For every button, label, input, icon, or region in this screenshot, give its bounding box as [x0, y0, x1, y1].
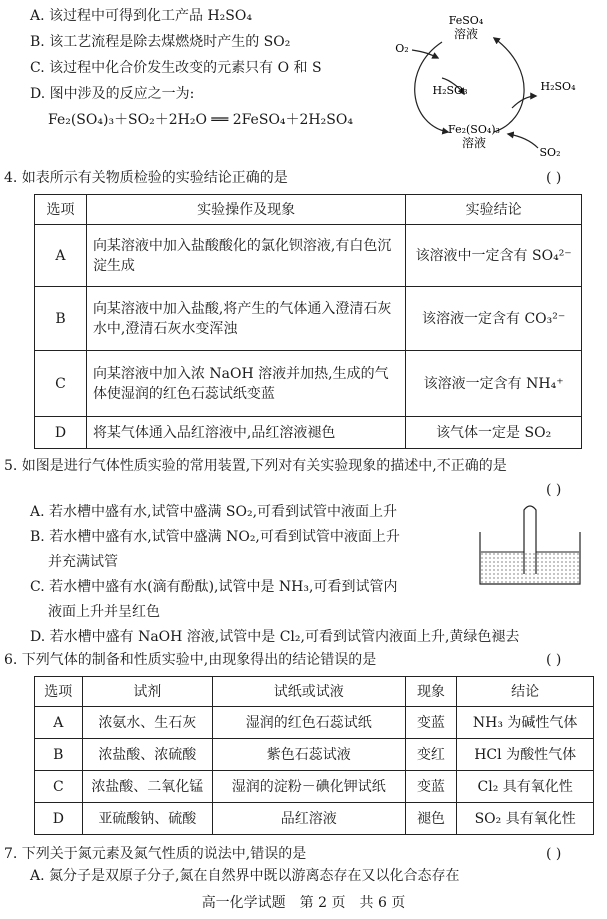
q6-table	[34, 676, 594, 835]
table-row: C 向某溶液中加入浓 NaOH 溶液并加热,生成的气体使湿润的红色石蕊试纸变蓝 该溶液一定含有 NH₄⁺	[35, 351, 582, 417]
q6-header-reagent: 试剂	[82, 677, 212, 707]
q6-header-phenomenon: 现象	[405, 677, 457, 707]
q7-answer-bracket: ( )	[546, 846, 562, 862]
q4-header-operation: 实验操作及现象	[86, 195, 405, 225]
q6-header-paper: 试纸或试液	[213, 677, 406, 707]
q6-stem: 6. 下列气体的制备和性质实验中,由现象得出的结论错误的是	[4, 652, 377, 668]
label-so2: SO₂	[539, 146, 561, 159]
q3-option-d: D. 图中涉及的反应之一为:	[30, 86, 195, 102]
q4-answer-bracket: ( )	[546, 170, 562, 186]
q6-header-option: 选项	[35, 677, 83, 707]
table-row: B 浓盐酸、浓硫酸 紫色石蕊试液 变红 HCl 为酸性气体	[35, 739, 594, 771]
o2-arrow	[412, 50, 438, 58]
q5-option-b-line1: B. 若水槽中盛有水,试管中盛满 NO₂,可看到试管中液面上升	[30, 529, 400, 545]
q4-stem: 4. 如表所示有关物质检验的实验结论正确的是	[4, 170, 288, 186]
q5-option-c-line2: 液面上升并呈红色	[48, 604, 160, 620]
q6-header-conclusion: 结论	[457, 677, 594, 707]
q5-option-c-line1: C. 若水槽中盛有水(滴有酚酞),试管中是 NH₃,可看到试管内	[30, 579, 398, 595]
label-feso4: FeSO₄	[448, 14, 484, 27]
table-row: D 将某气体通入品红溶液中,品红溶液褪色 该气体一定是 SO₂	[35, 417, 582, 449]
label-fe2so43-solution: 溶液	[461, 136, 487, 150]
cycle-arc-right	[494, 38, 524, 132]
q7-option-a: A. 氮分子是双原子分子,氮在自然界中既以游离态存在又以化合态存在	[30, 868, 460, 884]
label-h2so4: H₂SO₄	[540, 80, 576, 93]
q7-stem: 7. 下列关于氮元素及氮气性质的说法中,错误的是	[4, 846, 307, 862]
q5-apparatus-diagram	[476, 500, 586, 590]
q5-option-d: D. 若水槽中盛有 NaOH 溶液,试管中是 Cl₂,可看到试管内液面上升,黄绿色褪去	[30, 629, 520, 645]
q5-option-a: A. 若水槽中盛有水,试管中盛满 SO₂,可看到试管中液面上升	[30, 504, 398, 520]
q5-option-b-line2: 并充满试管	[48, 554, 118, 570]
label-feso4-solution: 溶液	[453, 27, 479, 41]
table-row: B 向某溶液中加入盐酸,将产生的气体通入澄清石灰水中,澄清石灰水变浑浊 该溶液一定含有 CO₃²⁻	[35, 287, 582, 351]
q3-equation: Fe₂(SO₄)₃＋SO₂＋2H₂O ══ 2FeSO₄＋2H₂SO₄	[48, 112, 353, 128]
so2-arrow	[508, 134, 538, 148]
table-row: A 浓氨水、生石灰 湿润的红色石蕊试纸 变蓝 NH₃ 为碱性气体	[35, 707, 594, 739]
q5-answer-bracket: ( )	[546, 482, 562, 498]
table-row: A 向某溶液中加入盐酸酸化的氯化钡溶液,有白色沉淀生成 该溶液中一定含有 SO₄²⁻	[35, 225, 582, 287]
label-fe2so43: Fe₂(SO₄)₃	[448, 123, 500, 136]
q3-cycle-diagram	[390, 0, 607, 160]
label-o2: O₂	[395, 42, 409, 55]
q3-option-c: C. 该过程中化合价发生改变的元素只有 O 和 S	[30, 60, 322, 76]
q3-option-b: B. 该工艺流程是除去煤燃烧时产生的 SO₂	[30, 34, 291, 50]
q4-header-conclusion: 实验结论	[406, 195, 582, 225]
table-row: D 亚硫酸钠、硫酸 品红溶液 褪色 SO₂ 具有氧化性	[35, 803, 594, 835]
label-h2so3: H₂SO₃	[432, 84, 468, 97]
q3-option-a: A. 该过程中可得到化工产品 H₂SO₄	[30, 8, 252, 24]
q6-answer-bracket: ( )	[546, 652, 562, 668]
q4-table	[34, 194, 582, 449]
q4-header-option: 选项	[35, 195, 87, 225]
q5-stem: 5. 如图是进行气体性质实验的常用装置,下列对有关实验现象的描述中,不正确的是	[4, 458, 507, 474]
page-footer: 高一化学试题 第 2 页 共 6 页	[201, 895, 406, 911]
table-row: C 浓盐酸、二氧化锰 湿润的淀粉－碘化钾试纸 变蓝 Cl₂ 具有氧化性	[35, 771, 594, 803]
